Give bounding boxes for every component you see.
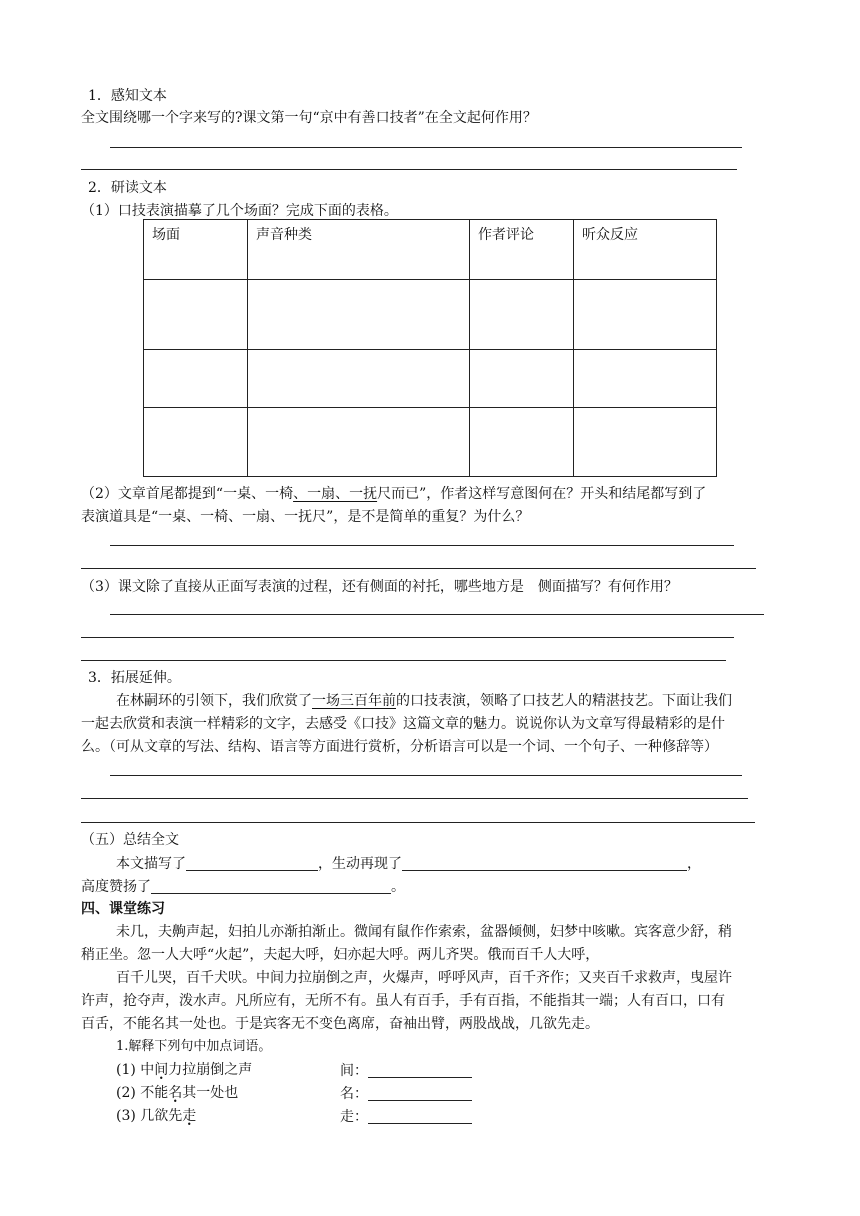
section-4-title: 四、课堂练习: [81, 901, 165, 917]
exercise-instruction: 1.解释下列句中加点词语。: [116, 1039, 272, 1054]
passage-line: 百千儿哭，百千犬吠。中间力拉崩倒之声，火爆声，呼呼风声，百千齐作；又夹百千求救声，曳屋许: [116, 970, 732, 986]
summary-text: ，生动再现了: [318, 856, 402, 872]
section-1-question: 全文围绕哪一个字来写的?课文第一句“京中有善口技者”在全文起何作用？: [81, 110, 537, 126]
question-2-text: 尺而已”，作者这样写意图何在？开头和结尾都写到了: [377, 486, 707, 502]
table-row: [144, 280, 717, 350]
table-row: [144, 350, 717, 408]
answer-label: 间：: [340, 1063, 368, 1079]
section-2-title: 2．研读文本: [88, 180, 167, 196]
answer-line: [110, 545, 734, 546]
paragraph-text: 的口技表演，领略了口技艺人的精湛技艺。下面让我们: [396, 693, 732, 709]
answer-line: [110, 775, 742, 776]
dotted-word: 走: [182, 1108, 197, 1124]
summary-blank[interactable]: [151, 879, 391, 894]
question-2-underlined: 、一扇、一抚: [293, 486, 378, 502]
answer-label: 名：: [340, 1086, 368, 1102]
summary-text: 本文描写了: [116, 856, 186, 872]
dotted-word: 间: [154, 1062, 169, 1078]
answer-line: [110, 147, 742, 148]
answer-line: [81, 798, 748, 799]
table-cell[interactable]: [470, 408, 574, 477]
exercise-item-3: [116, 1109, 196, 1123]
exercise-item-1: [116, 1063, 252, 1077]
table-cell[interactable]: [574, 280, 717, 350]
answer-line: [110, 614, 764, 615]
table-cell[interactable]: [248, 350, 470, 408]
summary-text: 。: [391, 879, 405, 895]
answer-blank[interactable]: [368, 1086, 472, 1101]
table-cell[interactable]: [574, 408, 717, 477]
answer-line: [81, 637, 734, 638]
section-5-title: （五）总结全文: [81, 832, 179, 848]
item-text: 其一处也: [182, 1085, 239, 1101]
answer-blank[interactable]: [368, 1063, 472, 1078]
summary-line-2: [81, 879, 405, 894]
answer-line: [81, 660, 726, 661]
table-cell[interactable]: [574, 350, 717, 408]
section-2-question-2: [81, 487, 706, 501]
table-cell[interactable]: [248, 408, 470, 477]
exercise-item-3-answer: [340, 1109, 472, 1124]
question-2-text: （2）文章首尾都提到“一桌、一椅: [81, 486, 294, 502]
exercise-item-1-answer: [340, 1063, 472, 1078]
item-text: (1) 中: [116, 1062, 155, 1078]
summary-text: 高度赞扬了: [81, 879, 151, 895]
summary-blank[interactable]: [186, 856, 318, 871]
table-cell[interactable]: [470, 350, 574, 408]
section-2-question-3: （3）课文除了直接从正面写表演的过程，还有侧面的衬托，哪些地方是 侧面描写？有何作用？: [81, 579, 678, 595]
paragraph-text: 在林嗣环的引领下，我们欣赏了: [116, 693, 312, 709]
exercise-item-2: [116, 1086, 238, 1100]
table-header-cell: 声音种类: [248, 220, 470, 280]
dotted-word: 名: [168, 1085, 183, 1101]
scene-table: [143, 219, 717, 477]
section-3-paragraph-line: 一起去欣赏和表演一样精彩的文字，去感受《口技》这篇文章的魅力。说说你认为文章写得最精彩的是什: [81, 716, 725, 732]
item-text: 力拉崩倒之声: [168, 1062, 253, 1078]
paragraph-underlined: 一场三百年前: [312, 693, 396, 709]
section-3-paragraph: [116, 694, 732, 708]
section-2-question-2-line-2: 表演道具是“一桌、一椅、一扇、一抚尺”，是不是简单的重复？为什么？: [81, 509, 530, 525]
table-cell[interactable]: [248, 280, 470, 350]
table-cell[interactable]: [470, 280, 574, 350]
summary-blank[interactable]: [402, 856, 687, 871]
section-2-question-1: （1）口技表演描摹了几个场面？完成下面的表格。: [81, 203, 398, 219]
answer-label: 走：: [340, 1109, 368, 1125]
table-header-cell: 作者评论: [470, 220, 574, 280]
section-3-paragraph-line: 么。（可从文章的写法、结构、语言等方面进行赏析，分析语言可以是一个词、一个句子、一种修辞等）: [81, 739, 718, 755]
answer-blank[interactable]: [368, 1109, 472, 1124]
table-cell[interactable]: [144, 280, 248, 350]
table-cell[interactable]: [144, 408, 248, 477]
passage-line: 未几，夫齁声起，妇拍儿亦渐拍渐止。微闻有鼠作作索索，盆器倾侧，妇梦中咳嗽。宾客意少舒，稍: [116, 924, 732, 940]
section-3-title: 3．拓展延伸。: [88, 670, 181, 686]
passage-line: 稍正坐。忽一人大呼“火起”，夫起大呼，妇亦起大呼。两儿齐哭。俄而百千人大呼，: [81, 947, 600, 963]
summary-text: ，: [687, 856, 701, 872]
table-header-row: [144, 220, 717, 280]
table-header-cell: 听众反应: [574, 220, 717, 280]
exercise-item-2-answer: [340, 1086, 472, 1101]
item-text: (3) 几欲先: [116, 1108, 183, 1124]
answer-line: [81, 822, 755, 823]
table-cell[interactable]: [144, 350, 248, 408]
summary-line-1: [116, 856, 701, 871]
passage-line: 百舌，不能名其一处也。于是宾客无不变色离席，奋袖出臂，两股战战，几欲先走。: [81, 1016, 599, 1032]
passage-line: 许声，抢夺声，泼水声。凡所应有，无所不有。虽人有百手，手有百指，不能指其一端；人有百口，口有: [81, 993, 725, 1009]
table-row: [144, 408, 717, 477]
answer-line: [81, 568, 756, 569]
table-header-cell: 场面: [144, 220, 248, 280]
section-1-title: 1．感知文本: [88, 88, 167, 104]
answer-line: [81, 169, 737, 170]
item-text: (2) 不能: [116, 1085, 169, 1101]
